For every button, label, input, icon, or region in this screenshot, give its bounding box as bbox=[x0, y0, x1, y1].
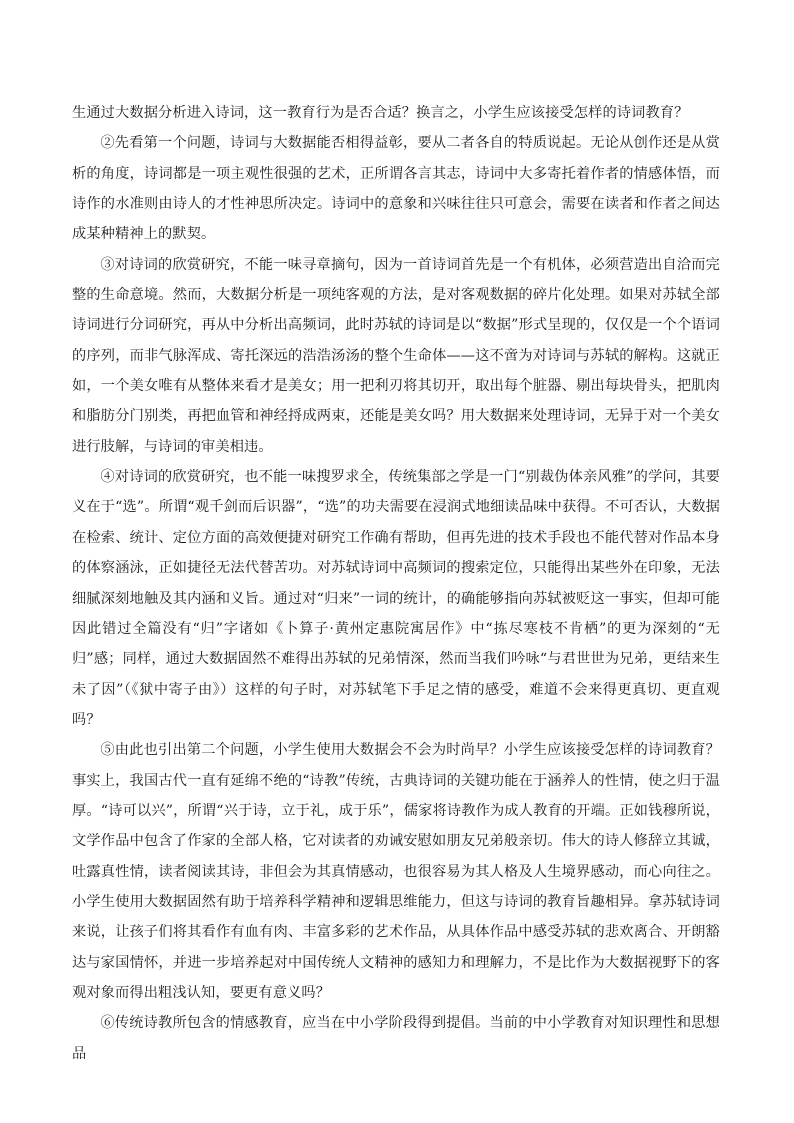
article-body bbox=[72, 98, 720, 1069]
paragraph-4: ④对诗词的欣赏研究，也不能一味搜罗求全，传统集部之学是一门“别裁伪体亲风雅”的学问，其要义在于“选”。所谓“观千剑而后识器”，“选”的功夫需要在浸润式地细读品味中获得。不可否认，大数据在检索、统计、定位方面的高效便捷对研究工作确有帮助，但再先进的技术手段也不能代替对作品本身的体察涵泳，正如捷径无法代替苦功。对苏轼诗词中高频词的搜索定位，只能得出某些外在印象，无法细腻深刻地触及其内涵和义旨。通过对“归来”一词的统计，的确能够指向苏轼被贬这一事实，但却可能因此错过全篇没有“归”字诸如《卜算子·黄州定惠院寓居作》中“拣尽寒枝不肯栖”的更为深刻的“无归”感；同样，通过大数据固然不难得出苏轼的兄弟情深，然而当我们吟咏“与君世世为兄弟，更结来生未了因”（《狱中寄子由》）这样的句子时，对苏轼笔下手足之情的感受，难道不会来得更真切、更直观吗？ bbox=[72, 469, 720, 728]
paragraph-5: ⑤由此也引出第二个问题，小学生使用大数据会不会为时尚早？小学生应该接受怎样的诗词教育？事实上，我国古代一直有延绵不绝的“诗教”传统，古典诗词的关键功能在于涵养人的性情，使之归于温厚。“诗可以兴”，所谓“兴于诗，立于礼，成于乐”，儒家将诗教作为成人教育的开端。正如钱穆所说，文学作品中包含了作家的全部人格，它对读者的劝诫安慰如朋友兄弟般亲切。伟大的诗人修辞立其诚，吐露真性情，读者阅读其诗，非但会为其真情感动，也很容易为其人格及人生境界感动，而心向往之。小学生使用大数据固然有助于培养科学精神和逻辑思维能力，但这与诗词的教育旨趣相异。拿苏轼诗词来说，让孩子们将其看作有血有肉、丰富多彩的艺术作品，从具体作品中感受苏轼的悲欢离合、开朗豁达与家国情怀，并进一步培养起对中国传统人文精神的感知力和理解力，不是比作为大数据视野下的客观对象而得出粗浅认知，要更有意义吗？ bbox=[72, 742, 720, 1001]
paragraph-6: ⑥传统诗教所包含的情感教育，应当在中小学阶段得到提倡。当前的中小学教育对知识理性和思想品 bbox=[72, 1015, 720, 1062]
paragraph-2: ②先看第一个问题，诗词与大数据能否相得益彰，要从二者各自的特质说起。无论从创作还是从赏析的角度，诗词都是一项主观性很强的艺术，正所谓各言其志，诗词中大多寄托着作者的情感体悟，而诗作的水准则由诗人的才性神思所决定。诗词中的意象和兴味往往只可意会，需要在读者和作者之间达成某种精神上的默契。 bbox=[72, 135, 720, 243]
paragraph-3: ③对诗词的欣赏研究，不能一味寻章摘句，因为一首诗词首先是一个有机体，必须营造出自洽而完整的生命意境。然而，大数据分析是一项纯客观的方法，是对客观数据的碎片化处理。如果对苏轼全部诗词进行分词研究，再从中分析出高频词，此时苏轼的诗词是以“数据”形式呈现的，仅仅是一个个语词的序列，而非气脉浑成、寄托深远的浩浩汤汤的整个生命体——这不啻为对诗词与苏轼的解构。这就正如，一个美女唯有从整体来看才是美女；用一把利刃将其切开，取出每个脏器、剔出每块骨头，把肌肉和脂肪分门别类，再把血管和神经捋成两束，还能是美女吗？用大数据来处理诗词，无异于对一个美女进行肢解，与诗词的审美相违。 bbox=[72, 256, 720, 455]
paragraph-continuation: 生通过大数据分析进入诗词，这一教育行为是否合适？换言之，小学生应该接受怎样的诗词教育？ bbox=[72, 105, 689, 121]
